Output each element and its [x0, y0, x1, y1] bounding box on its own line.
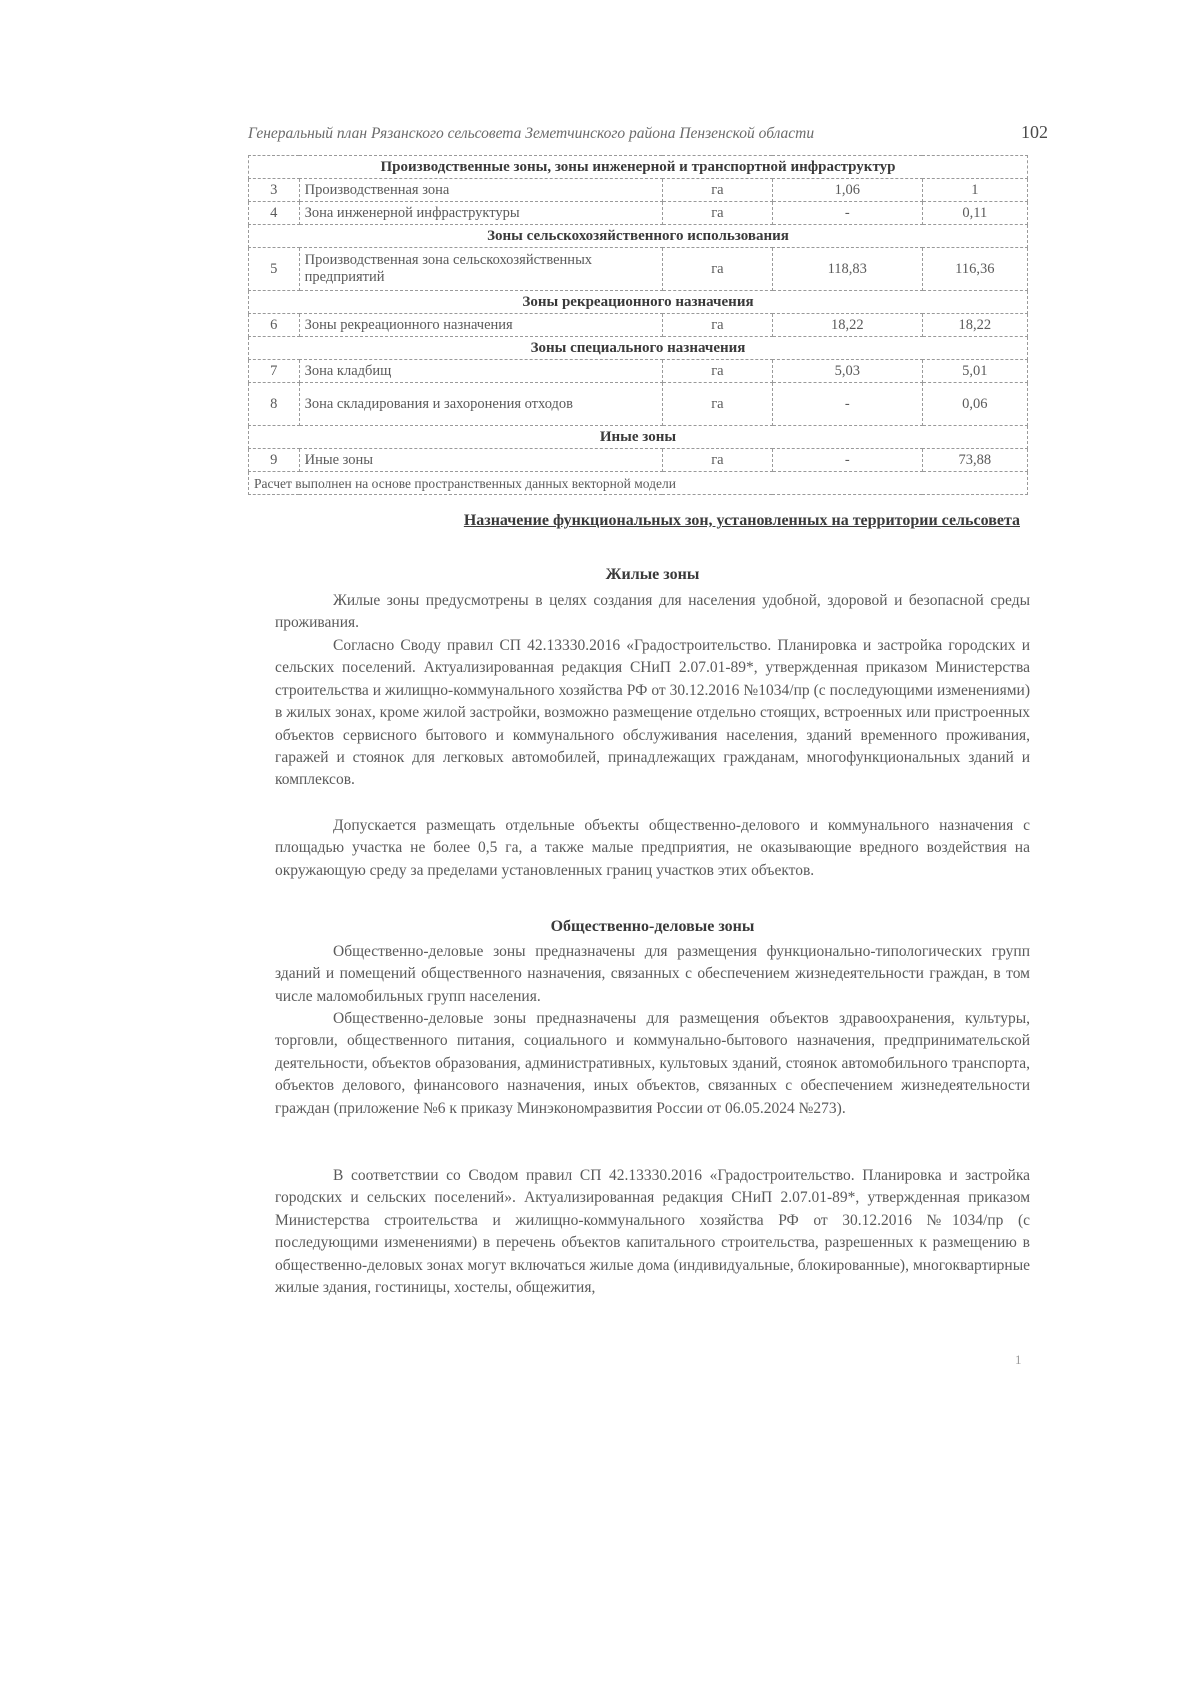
- table-row: [249, 360, 1028, 383]
- table-cell-unit: га: [662, 179, 772, 202]
- residential-paragraph-2: Согласно Своду правил СП 42.13330.2016 «Градостроительство. Планировка и застройка городских и сельских поселений. Актуализированная редакция СНиП 2.07.01-89*, утвержденная приказом Министерства строительства и жилищно-коммунального хозяйства РФ от 30.12.2016 №1034/пр (с последующими изменениями) в жилых зонах, кроме жилой застройки, возможно размещение отдельно стоящих, встроенных или пристроенных объектов сервисного бытового и коммунального обслуживания населения, зданий временного проживания, гаражей и стоянок для легковых автомобилей, принадлежащих гражданам, многофункциональных зданий и комплексов.: [275, 637, 1030, 789]
- table-cell-zone-name: Зона складирования и захоронения отходов: [299, 383, 662, 426]
- zones-table: [248, 155, 1028, 495]
- table-cell-number: 5: [249, 248, 300, 291]
- table-cell-unit: га: [662, 449, 772, 472]
- table-cell-planned: 1: [922, 179, 1027, 202]
- table-cell-zone-name: Производственная зона сельскохозяйственных предприятий: [299, 248, 662, 291]
- table-cell-number: 9: [249, 449, 300, 472]
- table-note-row: [249, 472, 1028, 495]
- table-section-title: Зоны специального назначения: [249, 337, 1028, 360]
- page-header: [248, 122, 1048, 143]
- table-note: Расчет выполнен на основе пространственных данных векторной модели: [249, 472, 1028, 495]
- table-section-row: [249, 225, 1028, 248]
- table-cell-existing: 1,06: [772, 179, 922, 202]
- table-cell-planned: 18,22: [922, 314, 1027, 337]
- page-number: 102: [1021, 122, 1048, 142]
- table-section-row: [249, 337, 1028, 360]
- table-cell-number: 8: [249, 383, 300, 426]
- residential-paragraph-1: Жилые зоны предусмотрены в целях создания для населения удобной, здоровой и безопасной среды проживания.: [275, 592, 1030, 632]
- public-business-paragraph-1: Общественно-деловые зоны предназначены для размещения функционально-типологических групп зданий и помещений общественного назначения, связанных с обеспечением жизнедеятельности граждан, в том числе маломобильных групп населения.: [275, 943, 1030, 1005]
- table-cell-planned: 116,36: [922, 248, 1027, 291]
- table-cell-existing: 118,83: [772, 248, 922, 291]
- table-cell-planned: 0,11: [922, 202, 1027, 225]
- table-cell-unit: га: [662, 314, 772, 337]
- public-business-zones-title: Общественно-деловые зоны: [550, 918, 755, 935]
- table-row: [249, 179, 1028, 202]
- table-cell-unit: га: [662, 202, 772, 225]
- table-section-title: Производственные зоны, зоны инженерной и транспортной инфраструктур: [249, 156, 1028, 179]
- table-cell-zone-name: Иные зоны: [299, 449, 662, 472]
- table-section-row: [249, 291, 1028, 314]
- table-cell-number: 3: [249, 179, 300, 202]
- residential-paragraph-3: Допускается размещать отдельные объекты общественно-делового и коммунального назначения с площадью участка не более 0,5 га, а также малые предприятия, не оказывающие вредного воздействия на окружающую среду за пределами установленных границ участков этих объектов.: [275, 817, 1030, 879]
- table-row: [249, 449, 1028, 472]
- table-cell-unit: га: [662, 248, 772, 291]
- table-row: [249, 202, 1028, 225]
- table-cell-zone-name: Зоны рекреационного назначения: [299, 314, 662, 337]
- table-section-row: [249, 156, 1028, 179]
- table-cell-planned: 0,06: [922, 383, 1027, 426]
- table-cell-planned: 5,01: [922, 360, 1027, 383]
- table-cell-zone-name: Зона кладбищ: [299, 360, 662, 383]
- table-row: [249, 314, 1028, 337]
- table-section-row: [249, 426, 1028, 449]
- footer-mark: 1: [1015, 1352, 1022, 1367]
- table-cell-number: 7: [249, 360, 300, 383]
- table-cell-existing: -: [772, 383, 922, 426]
- table-cell-planned: 73,88: [922, 449, 1027, 472]
- table-row: [249, 383, 1028, 426]
- table-cell-existing: 5,03: [772, 360, 922, 383]
- public-business-paragraph-2: Общественно-деловые зоны предназначены для размещения объектов здравоохранения, культуры, торговли, общественного питания, социального и коммунально-бытового назначения, предпринимательской деятельности, объектов образования, административных, культовых зданий, стоянок автомобильного транспорта, объектов делового, финансового назначения, иных объектов, связанных с обеспечением жизнедеятельности граждан (приложение №6 к приказу Минэкономразвития России от 06.05.2024 №273).: [275, 1010, 1030, 1117]
- table-section-title: Зоны рекреационного назначения: [249, 291, 1028, 314]
- table-cell-existing: -: [772, 202, 922, 225]
- document-title: Генеральный план Рязанского сельсовета Земетчинского района Пензенской области: [248, 125, 815, 142]
- table-cell-unit: га: [662, 360, 772, 383]
- table-section-title: Зоны сельскохозяйственного использования: [249, 225, 1028, 248]
- table-section-title: Иные зоны: [249, 426, 1028, 449]
- section-heading: Назначение функциональных зон, установленных на территории сельсовета: [463, 512, 1020, 529]
- table-cell-number: 6: [249, 314, 300, 337]
- table-row: [249, 248, 1028, 291]
- table-cell-zone-name: Зона инженерной инфраструктуры: [299, 202, 662, 225]
- table-cell-existing: 18,22: [772, 314, 922, 337]
- table-cell-existing: -: [772, 449, 922, 472]
- table-cell-number: 4: [249, 202, 300, 225]
- public-business-paragraph-3: В соответствии со Сводом правил СП 42.13330.2016 «Градостроительство. Планировка и застройка городских и сельских поселений». Актуализированная редакция СНиП 2.07.01-89*, утвержденная приказом Министерства строительства и жилищно-коммунального хозяйства РФ от 30.12.2016 №1034/пр (с последующими изменениями) в перечень объектов капитального строительства, разрешенных к размещению в общественно-деловых зонах могут включаться жилые дома (индивидуальные, блокированные), многоквартирные жилые здания, гостиницы, хостелы, общежития,: [275, 1167, 1030, 1297]
- table-cell-zone-name: Производственная зона: [299, 179, 662, 202]
- table-cell-unit: га: [662, 383, 772, 426]
- residential-zones-title: Жилые зоны: [605, 566, 700, 583]
